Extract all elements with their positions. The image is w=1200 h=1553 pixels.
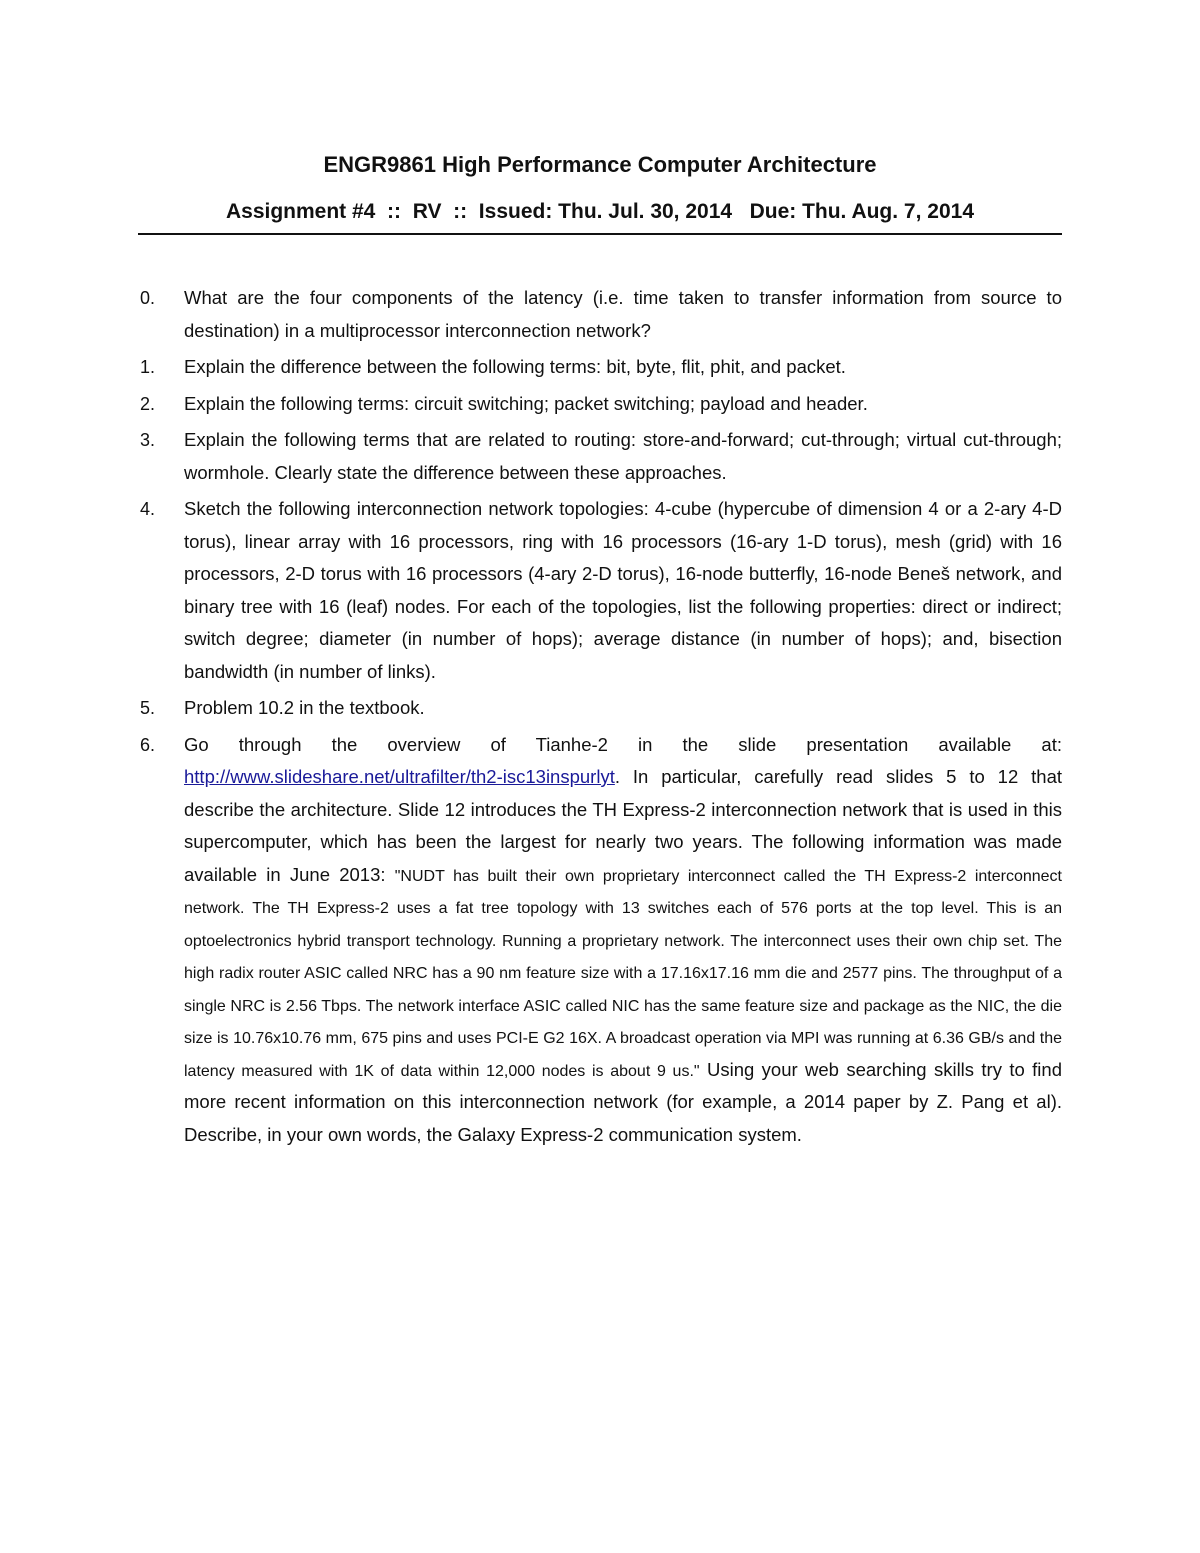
question-6-closing: Using your web searching skills try to find more recent information on this interconnection network (for example, a 2014 paper by Z. Pang et al). Describe, in your own words, the Galaxy Express-2 communication system. — [184, 1058, 1062, 1145]
question-number: 0. — [140, 288, 156, 308]
question-6-body: . In particular, carefully read slides 5 to 12 that describe the architecture. Slide 12 introduces the TH Express-2 interconnection network that is used in this supercomputer, which has been the largest for nearly two years. The following information was made available in June 2013: — [184, 766, 1062, 885]
question-text: What are the four components of the latency (i.e. time taken to transfer information from source to destination) in a multiprocessor interconnection network? — [184, 287, 1062, 341]
question-number: 5. — [140, 698, 156, 718]
question-text: Explain the following terms that are related to routing: store-and-forward; cut-through; virtual cut-through; wormhole. Clearly state the difference between these approaches. — [184, 429, 1062, 483]
question-text: Sketch the following interconnection network topologies: 4-cube (hypercube of dimension 4 or a 2-ary 4-D torus), linear array with 16 processors, ring with 16 processors (16-ary 1-D torus), mesh (grid) with 16 processors, 2-D torus with 16 processors (4-ary 2-D torus), 16-node butterfly, 16-node Beneš network, and binary tree with 16 (leaf) nodes. For each of the topologies, list the following properties: direct or indirect; switch degree; diameter (in number of hops); average distance (in number of hops); and, bisection bandwidth (in number of links). — [184, 498, 1062, 682]
question-number: 3. — [140, 430, 156, 450]
quoted-info: "NUDT has built their own proprietary interconnect called the TH Express-2 interconnect network. The TH Express-2 uses a fat tree topology with 13 switches each of 576 ports at the top level. This is an optoelectronics hybrid transport technology. Running a proprietary network. The interconnect uses their own chip set. The high radix router ASIC called NRC has a 90 nm feature size with a 17.16x17.16 mm die and 2577 pins. The throughput of a single NRC is 2.56 Tbps. The network interface ASIC called NIC has the same feature size and package as the NIC, the die size is 10.76x10.76 mm, 675 pins and uses PCI-E G2 16X. A broadcast operation via MPI was running at 6.36 GB/s and the latency measured with 1K of data within 12,000 nodes is about 9 us." — [184, 867, 1062, 1080]
question-2 — [138, 388, 1062, 421]
slideshare-link[interactable]: http://www.slideshare.net/ultrafilter/th2-isc13inspurlyt — [184, 766, 615, 787]
question-0 — [138, 282, 1062, 347]
question-number: 6. — [140, 734, 156, 755]
course-title: ENGR9861 High Performance Computer Architecture — [323, 152, 877, 177]
question-6-intro: Go through the overview of Tianhe-2 in the slide presentation available at: — [184, 733, 1062, 755]
header-divider — [138, 233, 1062, 235]
question-number: 1. — [140, 357, 156, 377]
question-4 — [138, 493, 1062, 688]
question-list — [138, 282, 1062, 1155]
question-number: 4. — [140, 499, 156, 519]
question-5 — [138, 692, 1062, 725]
question-3 — [138, 424, 1062, 489]
assignment-subtitle: Assignment #4 :: RV :: Issued: Thu. Jul. 30, 2014 Due: Thu. Aug. 7, 2014 — [225, 200, 974, 223]
question-1 — [138, 351, 1062, 384]
question-text: Explain the difference between the following terms: bit, byte, flit, phit, and packet. — [184, 356, 846, 377]
question-number: 2. — [140, 393, 156, 414]
question-text — [184, 729, 1062, 1152]
question-6 — [138, 729, 1062, 1152]
question-text: Problem 10.2 in the textbook. — [184, 697, 425, 718]
question-text: Explain the following terms: circuit switching; packet switching; payload and header. — [184, 392, 868, 414]
